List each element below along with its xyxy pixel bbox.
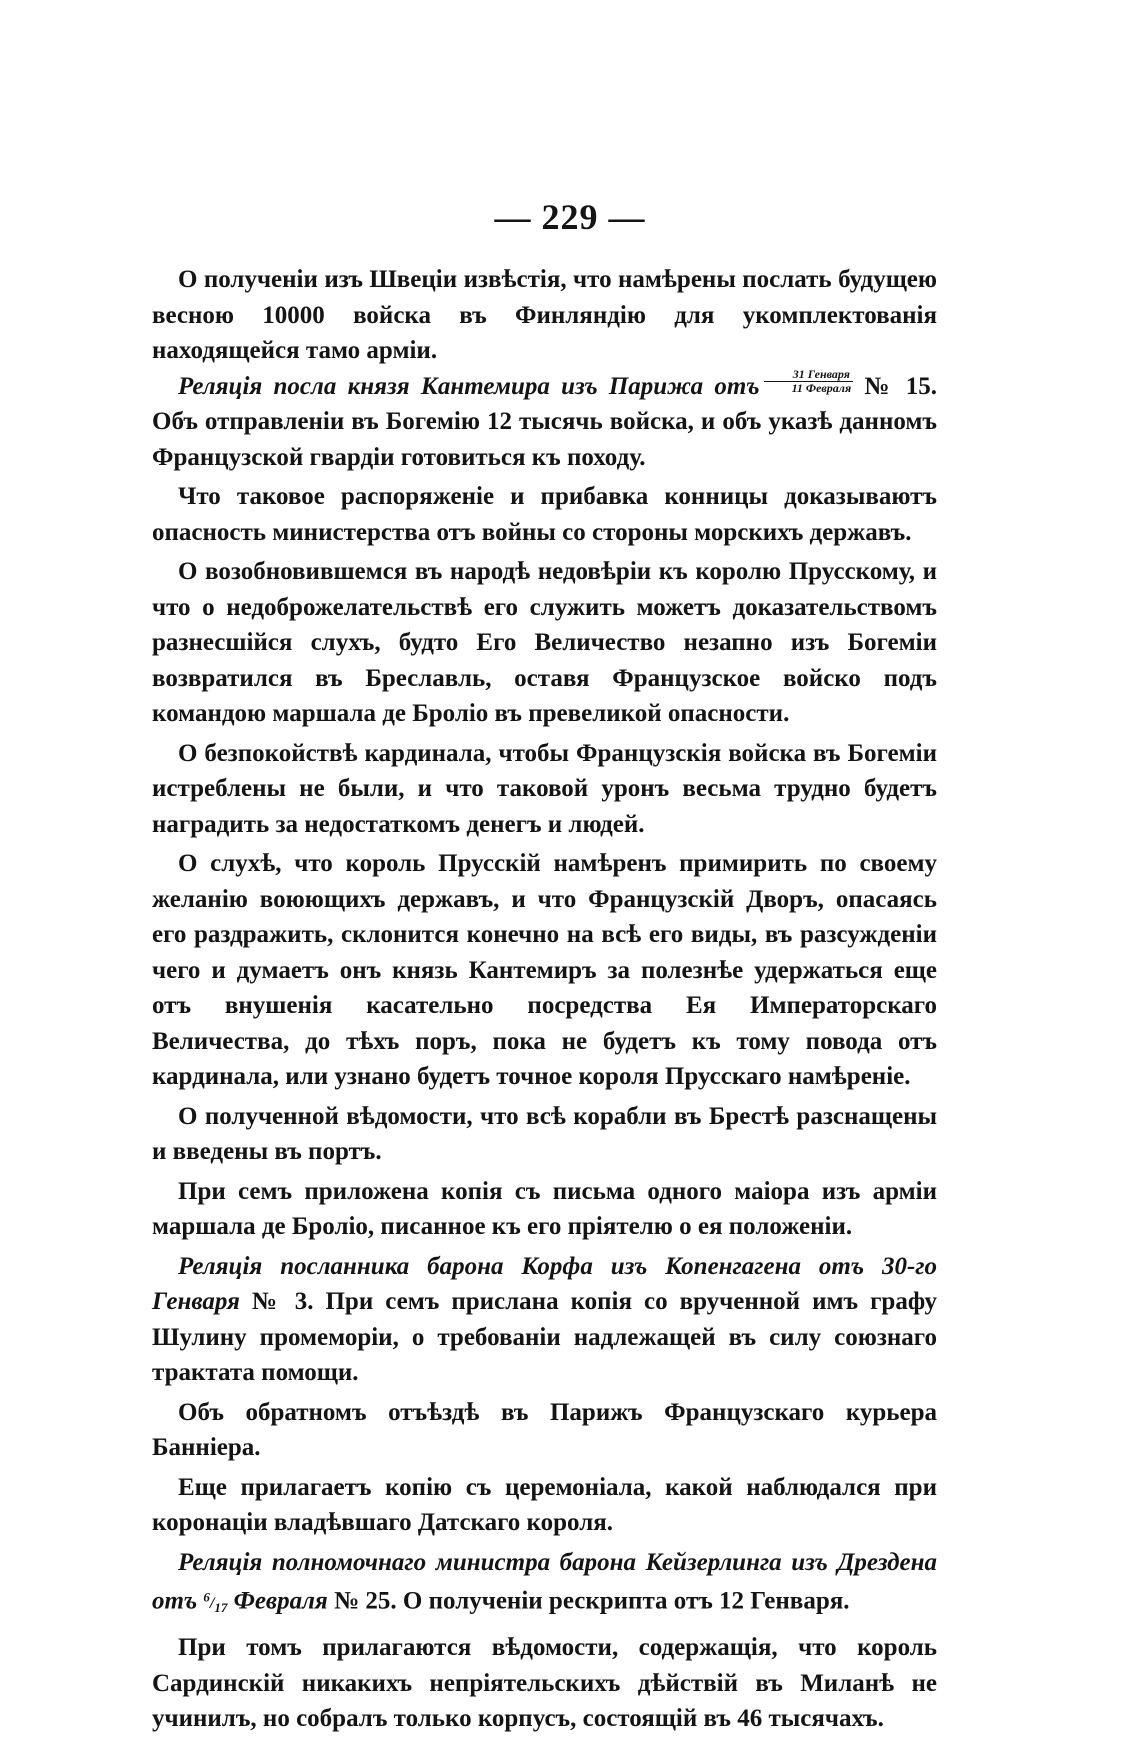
relation-month: Февраля: [233, 1587, 328, 1615]
paragraph-korf-relation: [152, 1249, 937, 1391]
paragraph-sweden-news: О полученіи изъ Швеціи извѣстія, что намѣрены послать будущею весною 10000 войска въ Финляндію для укомплектованія находящейся тамо арміи.: [152, 266, 937, 364]
paragraph-prussia-distrust: О возобновившемся въ народѣ недовѣріи къ королю Прусскому, и что о недоброжелательствѣ его служить можетъ доказательствомъ разнесшійся слухъ, будто Его Величество незапно изъ Богеміи возвратился въ Бреславль, оставя Французское войско подъ командою маршала де Броліо въ превеликой опасности.: [152, 558, 937, 727]
paragraph-kantemir-relation: [152, 369, 937, 476]
date-numerator: 31 Генваря: [764, 368, 854, 382]
relation-heading: Реляція полномочнаго министра барона Кейзерлинга изъ Дрездена отъ: [152, 1548, 937, 1615]
date-denominator: 17: [214, 1600, 228, 1616]
date-numerator: 6: [203, 1590, 210, 1605]
relation-text: № 3. При семъ прислана копія со врученной имъ графу Шулину промеморіи, о требованіи надлежащей въ силу союзнаго трактата помощи.: [152, 1288, 938, 1386]
date-denominator: 11 Февраля: [791, 381, 852, 396]
date-fraction: $^6/_{17}$: [203, 1590, 228, 1616]
body-text: [152, 262, 937, 1737]
page-number: — 229 —: [494, 197, 646, 237]
paragraph-courier: Объ обратномъ отъѣздѣ въ Парижъ Французскаго курьера Банніера.: [152, 1398, 937, 1461]
relation-text: № 25. О полученіи рескрипта отъ 12 Генваря.: [334, 1587, 850, 1615]
relation-text: № 15. Объ отправленіи въ Богемію 12 тысячь войска, и объ указѣ данномъ Французской гвардіи готовиться къ походу.: [152, 372, 938, 471]
paragraph-keyserling-relation: [152, 1545, 937, 1627]
paragraph-sardinia: При томъ прилагаются вѣдомости, содержащія, что король Сардинскій никакихъ непріятельскихъ дѣйствій въ Миланѣ не учинилъ, но собралъ только корпусъ, состоящій въ 46 тысячахъ.: [152, 1634, 937, 1733]
paragraph-ceremonial: Еще прилагаетъ копію съ церемоніала, какой наблюдался при коронаціи владѣвшаго Датскаго короля.: [152, 1473, 937, 1536]
paragraph-prussian-king: О слухѣ, что король Прусскій намѣренъ примирить по своему желанію воюющихъ державъ, и что Французскій Дворъ, опасаясь его раздражить, склонится конечно на всѣ его виды, въ разсужденіи чего и думаетъ онъ князь Кантемиръ за полезнѣе удержаться еще отъ внушенія касательно посредства Ея Императорскаго Величества, до тѣхъ поръ, пока не будетъ къ тому повода отъ кардинала, или узнано будетъ точное короля Прусскаго намѣреніе.: [152, 850, 937, 1090]
paragraph-brest-ships: О полученной вѣдомости, что всѣ корабли въ Брестѣ разснащены и введены въ портъ.: [152, 1102, 937, 1165]
relation-heading: Реляція посланника барона Корфа изъ Копенгагена отъ 30-го Генваря: [152, 1252, 937, 1315]
paragraph-major-letter: При семъ приложена копія съ письма одного маіора изъ арміи маршала де Броліо, писанное къ его пріятелю о ея положеніи.: [152, 1177, 937, 1240]
relation-heading: Реляція посла князя Кантемира изъ Парижа отъ: [178, 372, 760, 400]
paragraph-cardinal: О безпокойствѣ кардинала, чтобы Французскія войска въ Богеміи истреблены не были, и что таковой уронъ весьма трудно будетъ наградить за недостаткомъ денегъ и людей.: [152, 739, 937, 838]
date-fraction: [764, 368, 854, 395]
paragraph-cavalry: Что таковое распоряженіе и прибавка конницы доказываютъ опасность министерства отъ войны со стороны морскихъ державъ.: [152, 483, 937, 546]
